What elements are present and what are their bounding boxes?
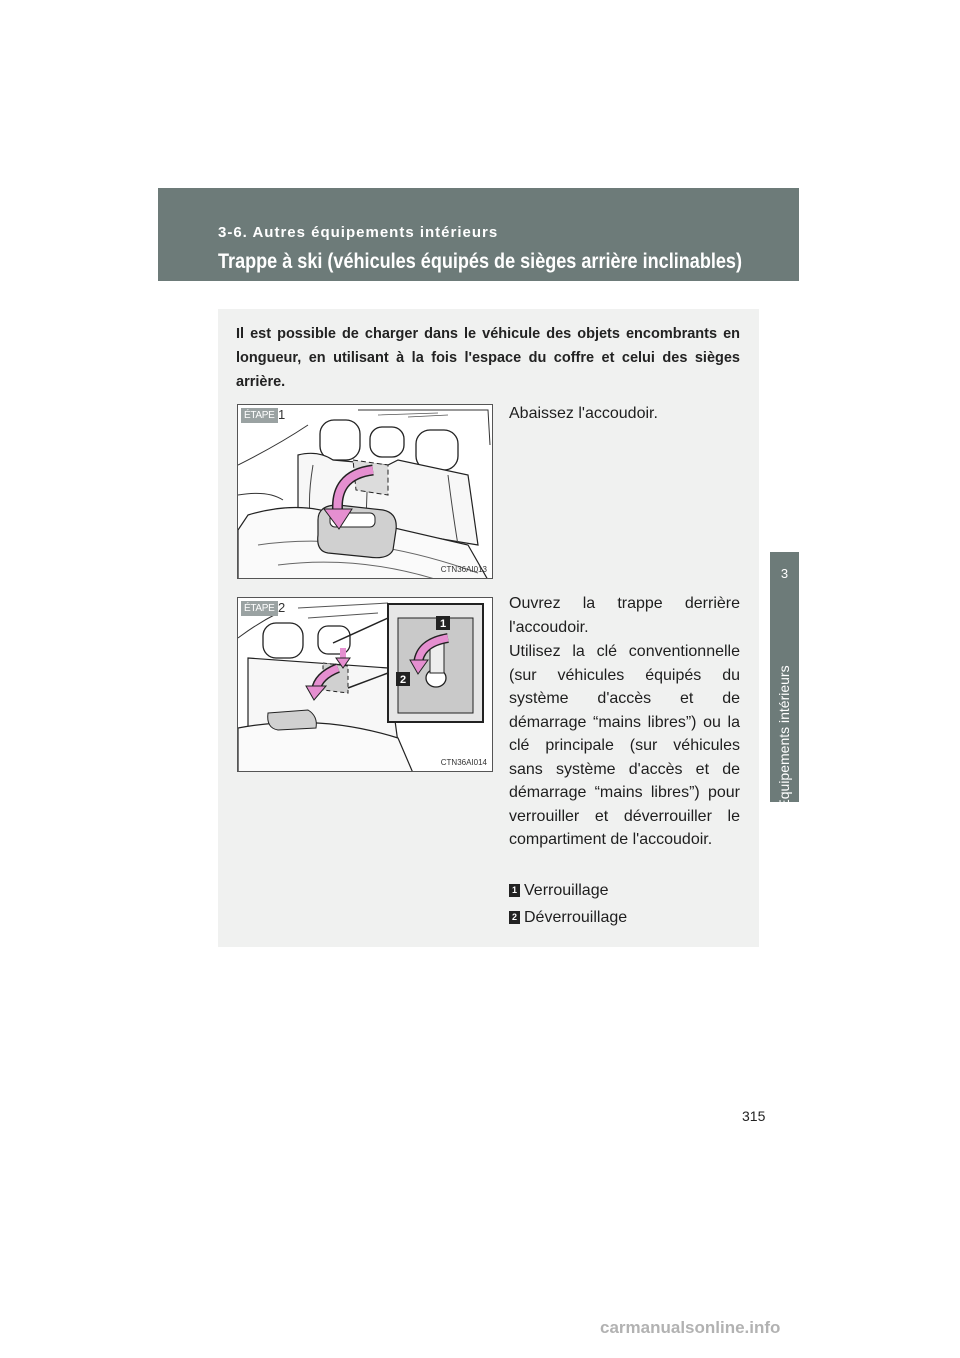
rear-seat-illustration	[238, 405, 493, 579]
step-badge: ÉTAPE	[241, 601, 278, 616]
section-title: 3-6. Autres équipements intérieurs	[218, 224, 499, 241]
callout-2-label: 2	[399, 674, 407, 686]
figure-code: CTN36AI013	[440, 565, 487, 574]
page-title: Trappe à ski (véhicules équipés de sièges arrière inclinables)	[218, 250, 742, 273]
figure-step-2	[237, 597, 493, 772]
figure-step-1	[237, 404, 493, 579]
page-number: 315	[742, 1108, 766, 1124]
armrest-trap-illustration	[238, 598, 493, 772]
step-number: 1	[278, 407, 286, 422]
step-1-text: Abaissez l'accoudoir.	[509, 405, 658, 422]
intro-paragraph: Il est possible de charger dans le véhicule des objets encombrants en longueur, en utilisant à la fois l'espace du coffre et celui des sièges arrière.	[236, 326, 740, 390]
legend-label: Déverrouillage	[524, 909, 628, 926]
figure-code: CTN36AI014	[440, 758, 487, 767]
chapter-side-tab[interactable]	[770, 552, 799, 809]
legend-badge: 1	[509, 884, 520, 897]
legend-item-lock	[509, 882, 609, 900]
callout-1-label: 1	[439, 618, 447, 630]
chapter-number: 3	[780, 566, 789, 581]
chapter-label: Équipements intérieurs	[776, 665, 792, 809]
step-2-text: Ouvrez la trappe derrière l'accoudoir.	[509, 595, 740, 636]
step-number: 2	[278, 600, 286, 615]
legend-badge: 2	[509, 911, 520, 924]
legend-item-unlock	[509, 909, 627, 927]
legend-label: Verrouillage	[524, 882, 609, 899]
step-badge: ÉTAPE	[241, 408, 278, 423]
step-2-details: Utilisez la clé conventionnelle (sur véhicules équipés du système d'accès et de démarrage “mains libres”) ou la clé principale (sur véhicules sans système d'accès et de démarrage “mains libres”) pour verrouiller et déverrouiller le compartiment de l'accoudoir.	[509, 643, 740, 848]
watermark: carmanualsonline.info	[600, 1318, 781, 1337]
